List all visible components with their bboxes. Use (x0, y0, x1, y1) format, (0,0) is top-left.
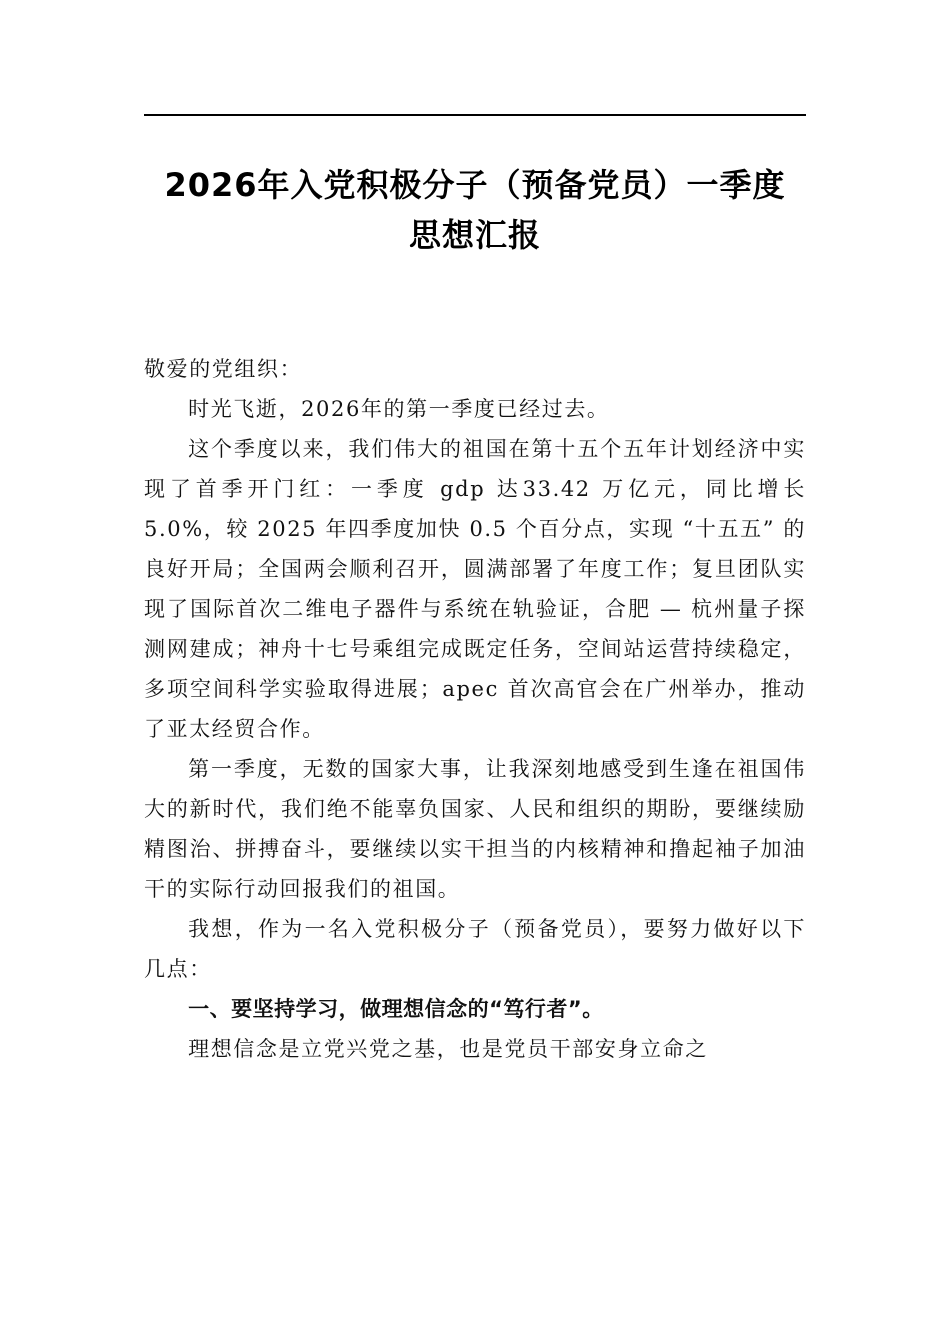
paragraph-4: 我想，作为一名入党积极分子（预备党员），要努力做好以下几点： (144, 917, 806, 981)
document-title (144, 160, 806, 260)
salutation: 敬爱的党组织： (144, 357, 303, 381)
paragraph-3: 第一季度，无数的国家大事，让我深刻地感受到生逢在祖国伟大的新时代，我们绝不能辜负国家、人民和组织的期盼，要继续励精图治、拼搏奋斗，要继续以实干担当的内核精神和撸起袖子加油干的实际行动回报我们的祖国。 (144, 757, 806, 901)
document-body (144, 349, 806, 1069)
paragraph-2: 这个季度以来，我们伟大的祖国在第十五个五年计划经济中实现了首季开门红：一季度 gdp 达33.42 万亿元，同比增长5.0%，较 2025 年四季度加快 0.5 个百分点，实现 “十五五” 的良好开局；全国两会顺利召开，圆满部署了年度工作；复旦团队实现了国际首次二维电子器件与系统在轨验证，合肥 — 杭州量子探测网建成；神舟十七号乘组完成既定任务，空间站运营持续稳定，多项空间科学实验取得进展；apec 首次高官会在广州举办，推动了亚太经贸合作。 (144, 437, 806, 741)
title-line-2: 思想汇报 (408, 216, 541, 254)
paragraph-1: 时光飞逝，2026年的第一季度已经过去。 (188, 397, 610, 421)
paragraph-5: 理想信念是立党兴党之基，也是党员干部安身立命之 (188, 1037, 708, 1061)
title-line-1: 2026年入党积极分子（预备党员）一季度 (164, 166, 786, 204)
header-rule (144, 114, 806, 116)
section-heading-1: 一、要坚持学习，做理想信念的“笃行者”。 (188, 997, 604, 1021)
